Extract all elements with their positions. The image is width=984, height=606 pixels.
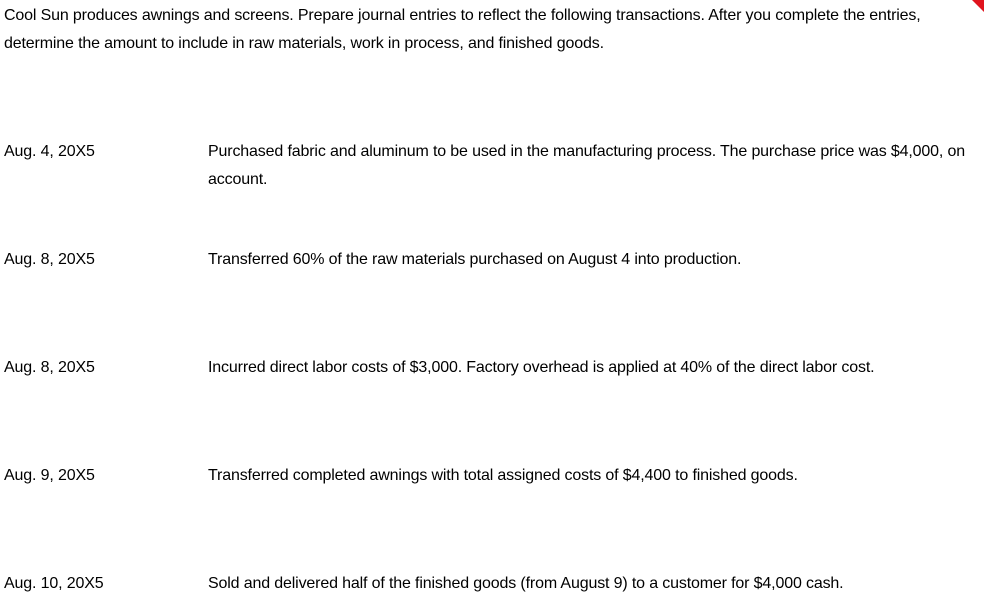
transaction-date: Aug. 9, 20X5 [4, 467, 95, 484]
transaction-description: Transferred 60% of the raw materials purchased on August 4 into production. [208, 251, 742, 268]
transaction-description: Incurred direct labor costs of $3,000. Factory overhead is applied at 40% of the direct labor cost. [208, 359, 875, 376]
transaction-date: Aug. 4, 20X5 [4, 143, 95, 160]
transaction-date: Aug. 8, 20X5 [4, 359, 95, 376]
transaction-date: Aug. 10, 20X5 [4, 575, 104, 592]
problem-intro: Cool Sun produces awnings and screens. Prepare journal entries to reflect the following transactions. After you complete the entries, determine the amount to include in raw materials, work in process, and finished goods. [4, 7, 921, 52]
transaction-date: Aug. 8, 20X5 [4, 251, 95, 268]
transaction-description: Sold and delivered half of the finished goods (from August 9) to a customer for $4,000 cash. [208, 575, 844, 592]
transaction-description: Purchased fabric and aluminum to be used in the manufacturing process. The purchase price was $4,000, on account. [208, 143, 966, 188]
transaction-description: Transferred completed awnings with total assigned costs of $4,400 to finished goods. [208, 467, 798, 484]
